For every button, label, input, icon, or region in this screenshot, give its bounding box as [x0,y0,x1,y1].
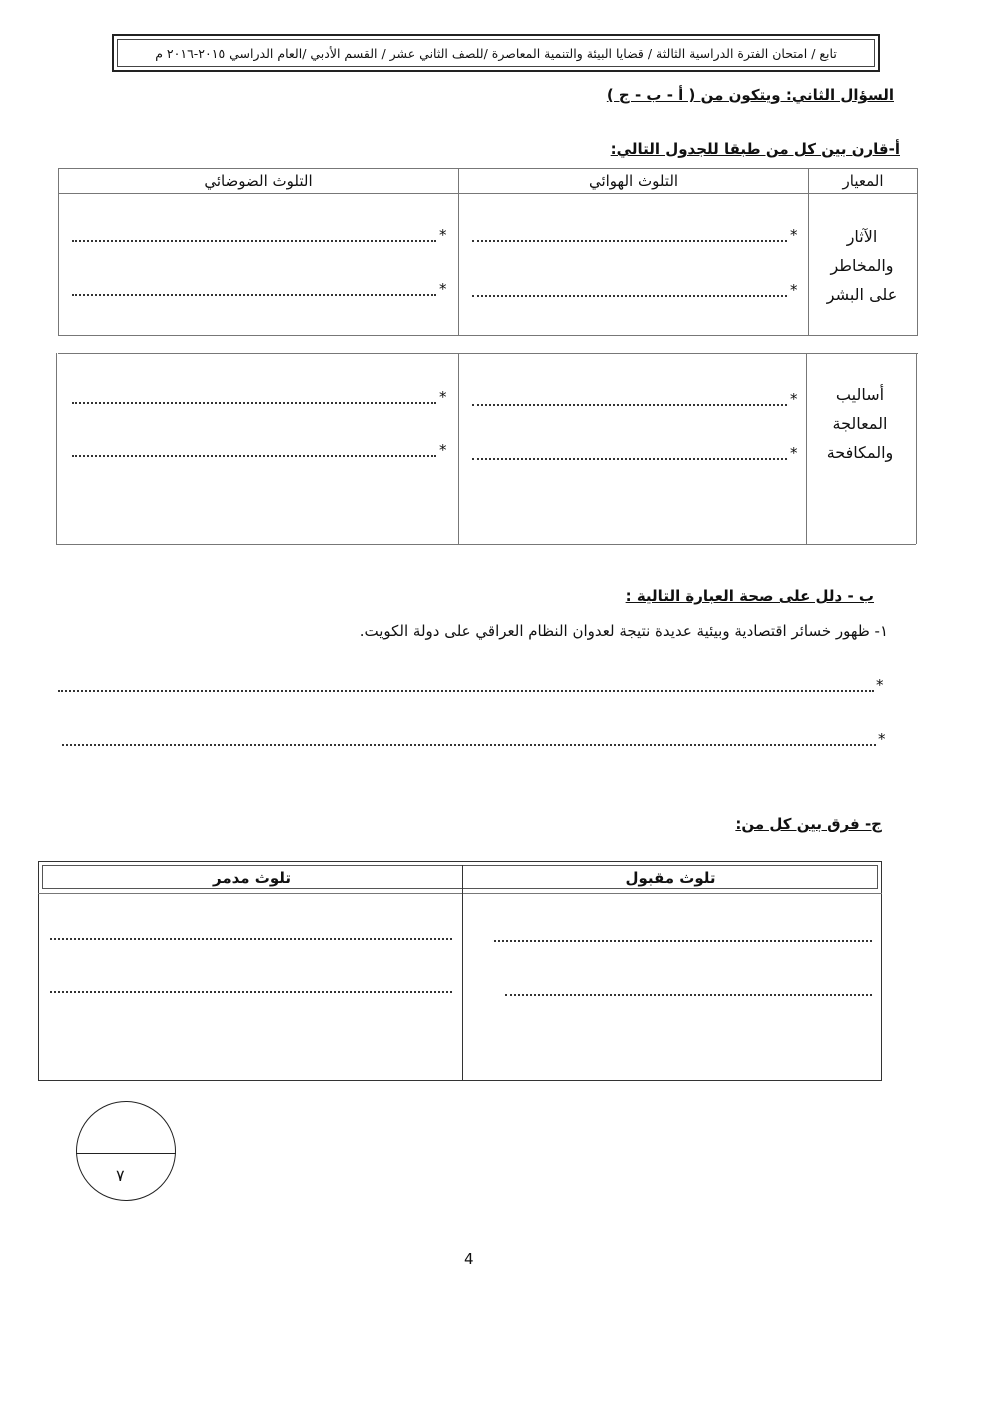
answer-line[interactable] [50,991,452,993]
bullet-star: * [439,441,447,459]
acceptable-pollution-header: تلوث مقبول [625,869,716,887]
answer-line[interactable] [50,938,452,940]
air-pollution-header: التلوث الهوائي [588,172,679,190]
bullet-star: * [790,281,798,299]
answer-line[interactable] [472,404,787,406]
table-a-hdr-right [917,168,918,193]
score-circle-divider [76,1153,176,1154]
row2-top [58,353,918,354]
row2-left [56,353,57,544]
criterion-effects-line1: الآثار [846,227,878,246]
header-text: تابع / امتحان الفترة الدراسية الثالثة / قضايا البيئة والتنمية المعاصرة /للصف الثاني عشر / القسم الأدبي /العام الدراسي ٢٠١٥-٢٠١٦ م [155,45,837,61]
row1-left [58,193,59,335]
row2-bottom [56,544,916,545]
bullet-star: * [439,388,447,406]
page-number: 4 [464,1250,474,1268]
section-a-title: أ-قارن بين كل من طبقا للجدول التالي: [610,140,900,158]
destructive-pollution-header: تلوث مدمر [212,869,292,887]
answer-line[interactable] [72,294,436,296]
section-c-title: ج- فرق بين كل من: [735,815,882,833]
answer-line[interactable] [62,744,876,746]
answer-line[interactable] [472,458,787,460]
section-b-title: ب - دلل على صحة العبارة التالية : [625,587,874,605]
bullet-star: * [878,730,886,748]
answer-line[interactable] [58,690,874,692]
criterion-effects [812,222,912,309]
row2-mid [458,353,459,544]
bullet-star: * [790,390,798,408]
row1-right [917,193,918,335]
answer-line[interactable] [72,240,436,242]
row1-bottom [58,335,918,336]
answer-line[interactable] [505,994,872,996]
noise-pollution-header: التلوث الضوضائي [204,172,313,190]
exam-header [112,34,880,72]
score-circle [76,1101,176,1201]
criterion-header: المعيار [842,172,884,190]
row2-right [916,353,917,544]
bullet-star: * [439,280,447,298]
bullet-star: * [790,444,798,462]
criterion-treatment-line2: المعالجة [832,414,888,433]
bullet-star: * [439,226,447,244]
question-title: السؤال الثاني: ويتكون من ( أ - ب - ج ) [606,86,894,104]
bullet-star: * [876,676,884,694]
criterion-effects-line2: والمخاطر [830,256,894,275]
criterion-treatment [810,380,910,467]
statement-text: ١- ظهور خسائر اقتصادية وبيئية عديدة نتيجة لعدوان النظام العراقي على دولة الكويت. [359,622,888,640]
table-c-outer-border [38,861,882,1081]
answer-line[interactable] [472,295,787,297]
row2-right-inner [806,353,807,544]
table-c-mid [462,865,463,1081]
criterion-treatment-line1: أساليب [835,385,885,404]
answer-line[interactable] [72,455,436,457]
answer-line[interactable] [72,402,436,404]
row1-right-inner [808,193,809,335]
score-total: ٧ [116,1166,125,1185]
criterion-treatment-line3: والمكافحة [826,443,894,462]
row1-mid [458,193,459,335]
header-inner-border [117,39,875,67]
bullet-star: * [790,226,798,244]
answer-line[interactable] [494,940,872,942]
table-c-header-bottom [38,893,882,894]
table-a-top-border [58,168,918,169]
answer-line[interactable] [472,240,787,242]
criterion-effects-line3: على البشر [826,285,898,304]
table-a-header-bottom [58,193,918,194]
